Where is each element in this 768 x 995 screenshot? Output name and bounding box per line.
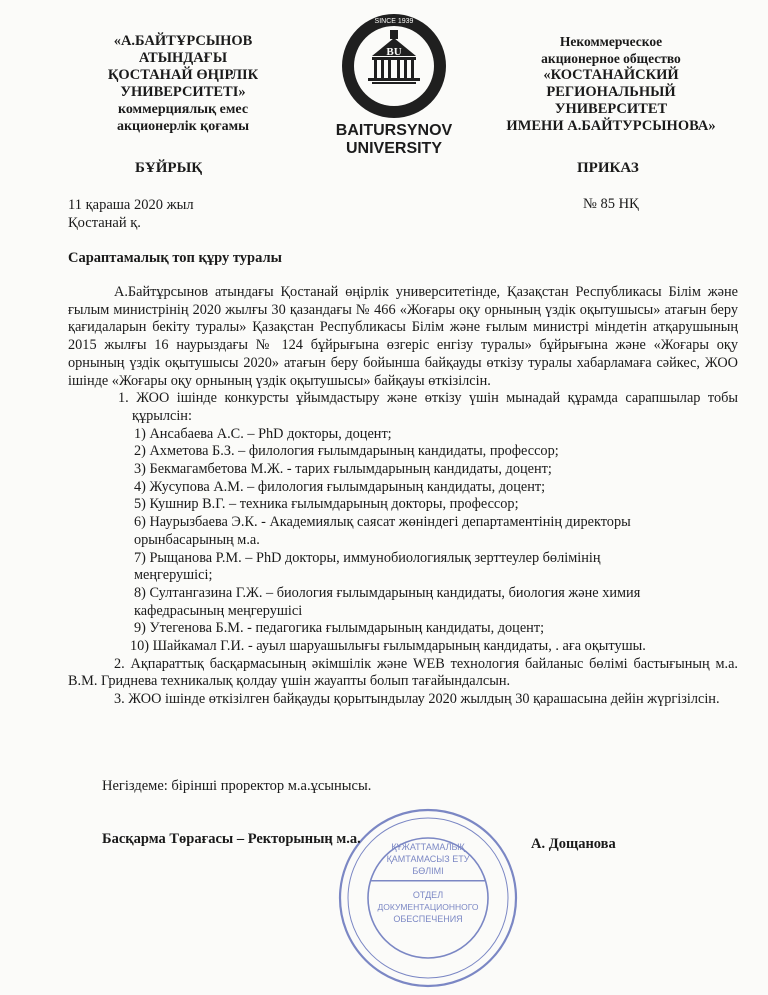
order-date: 11 қараша 2020 жыл (68, 197, 194, 213)
university-emblem-icon (334, 8, 454, 128)
basis-line: Негіздеме: бірінші проректор м.а.ұсынысы. (102, 778, 372, 794)
header-ru-organization (480, 33, 742, 135)
list-item: 9) Утегенова Б.М. - педагогика ғылымдарының кандидаты, доцент; (134, 620, 545, 637)
list-item: 1) Ансабаева А.С. – PhD докторы, доцент; (134, 425, 392, 442)
stamp-line: ҚАМТАМАСЫЗ ЕТУ (386, 854, 470, 864)
doc-type-ru: ПРИКАЗ (577, 160, 639, 176)
stamp-line: ОТДЕЛ (412, 890, 444, 900)
logo-since-text: SINCE 1939 (374, 18, 414, 25)
signer-title: Басқарма Төрағасы – Ректорының м.а. (102, 831, 361, 847)
stamp-line: БӨЛІМІ (412, 866, 444, 876)
stamp-line: ҚҰЖАТТАМАЛЫҚ (391, 842, 465, 852)
doc-type-kz: БҰЙРЫҚ (135, 160, 203, 176)
stamp-line: ДОКУМЕНТАЦИОННОГО (377, 902, 479, 912)
org-name-ru-line: «КОСТАНАЙСКИЙ (543, 67, 679, 83)
item-1: 1. ЖОО ішінде конкурсты ұйымдастыру және өткізу үшін мынадай құрамда сарапшылар тобы құрылсін: (118, 390, 738, 424)
org-name-kz-line: УНИВЕРСИТЕТІ» (120, 84, 246, 100)
org-name-kz-line: АТЫНДАҒЫ (138, 50, 228, 66)
stamp-line: ОБЕСПЕЧЕНИЯ (393, 914, 463, 924)
org-name-ru-line: РЕГИОНАЛЬНЫЙ (546, 84, 676, 100)
org-name-kz-line: «А.БАЙТҰРСЫНОВ (113, 33, 253, 49)
list-item: 4) Жусупова А.М. – филология ғылымдарының кандидаты, доцент; (134, 478, 546, 495)
org-type-kz-line: акционерлік қоғамы (116, 119, 250, 134)
org-name-ru-line: УНИВЕРСИТЕТ (554, 101, 668, 117)
date-block (68, 196, 194, 232)
org-name-kz-line: ҚОСТАНАЙ ӨҢІРЛІК (107, 67, 259, 83)
expert-group-list (68, 426, 738, 656)
logo-name-line2: UNIVERSITY (345, 140, 442, 157)
order-subject: Сараптамалық топ құру туралы (68, 250, 282, 266)
list-item: 6) Наурызбаева Э.К. - Академиялық саясат жөніндегі департаментінің директоры орынбасарының м.а. (134, 514, 631, 548)
logo-name-line1: BAITURSYNOV (335, 122, 453, 139)
university-logo (334, 8, 454, 158)
list-item: 3) Бекмагамбетова М.Ж. - тарих ғылымдарының кандидаты, доцент; (134, 461, 552, 478)
org-name-ru-line: ИМЕНИ А.БАЙТУРСЫНОВА» (506, 118, 716, 134)
org-type-kz-line: коммерциялық емес (117, 102, 249, 117)
org-type-ru-line: Некоммерческое (559, 34, 663, 49)
signer-name: А. Дощанова (531, 836, 616, 852)
list-item: 7) Рыщанова Р.М. – PhD докторы, иммунобиологиялық зерттеулер бөлімінің меңгерушісі; (134, 549, 601, 584)
list-item: 10) Шайкамал Г.И. - ауыл шаруашылығы ғылымдарының кандидаты, . аға оқытушы. (130, 638, 646, 655)
intro-paragraph: А.Байтұрсынов атындағы Қостанай өңірлік университетінде, Қазақстан Республикасы Білім және ғылым министрінің 2020 жылғы 30 қазандағы № 466 «Жоғары оқу орнының үздік оқытушысы» атағын беру қағидаларын бекіту туралы» Қазақстан Республикасы Білім және ғылым министрі міндетін атқарушының 2015 жылғы 16 наурыздағы № 124 бұйрығына өзгеріс енгізу туралы» бұйрығына және «Жоғары оқу орнының үздік оқытушысы 2020» атағын беру бойынша байқауды өткізу туралы хабарламаға сәйкес, ЖОО ішінде «Жоғары оқу орнының үздік оқытушысы» байқауы өткізілсін. (68, 284, 738, 389)
header-kz-organization (78, 33, 288, 135)
item-3: 3. ЖОО ішінде өткізілген байқауды қорытындылау 2020 жылдың 30 қарашасына дейін жүргізілсін. (114, 691, 720, 708)
list-item: 8) Султангазина Г.Ж. – биология ғылымдарының кандидаты, биология және химия кафедрасының меңгерушісі (134, 584, 641, 619)
order-city: Қостанай қ. (68, 215, 141, 231)
item-2: 2. Ақпараттық басқармасының әкімшілік және WEB технология байланыс бөлімі бастығының м.а. В.М. Гриднева техникалық қолдау үшін жауапты болып тағайындалсын. (68, 655, 738, 690)
list-item: 2) Ахметова Б.З. – филология ғылымдарының кандидаты, профессор; (134, 443, 559, 460)
order-number: № 85 НҚ (583, 196, 639, 212)
list-item: 5) Кушнир В.Г. – техника ғылымдарының докторы, профессор; (134, 496, 519, 513)
order-body (68, 284, 738, 709)
logo-monogram: BU (386, 46, 402, 58)
org-type-ru-line: акционерное общество (541, 51, 681, 66)
